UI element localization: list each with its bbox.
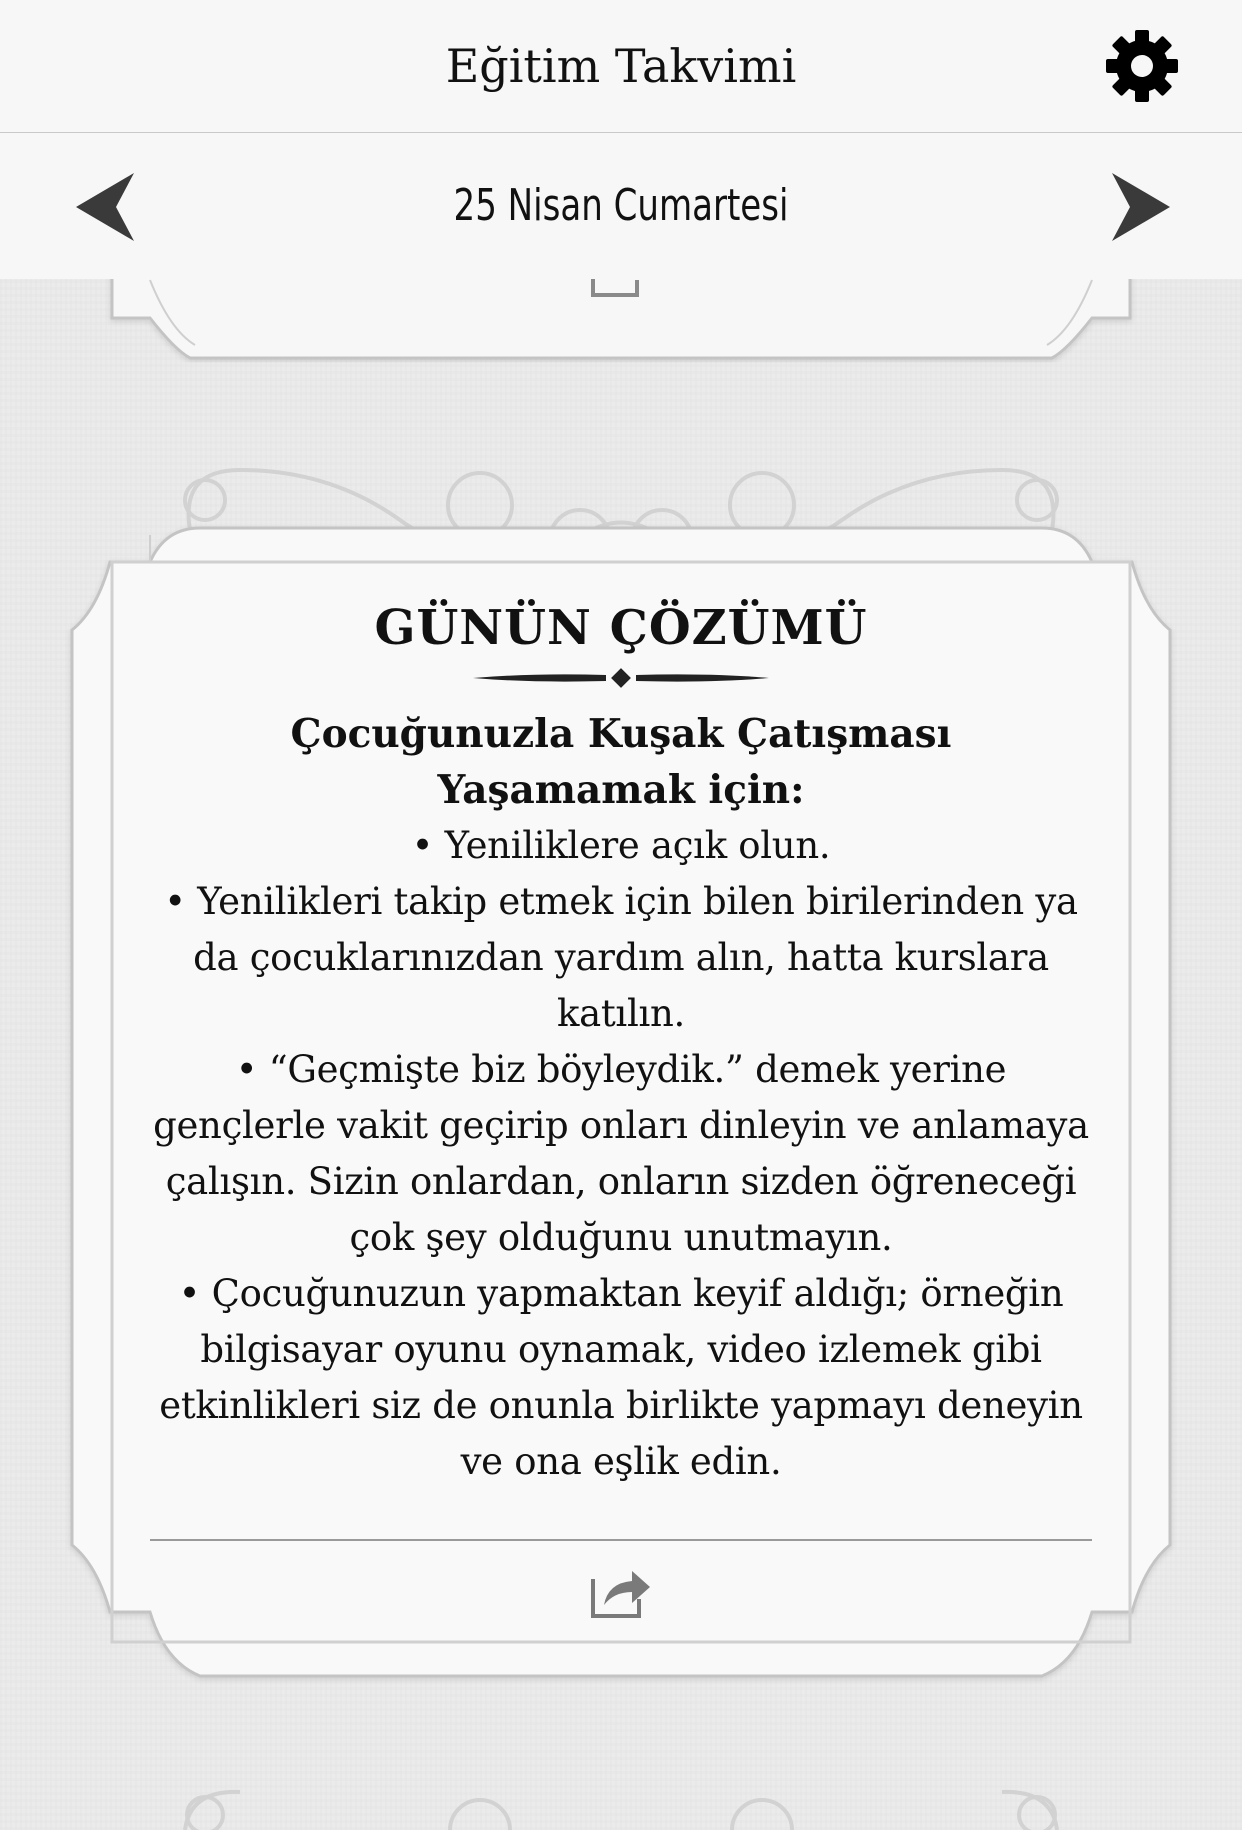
chevron-right-icon[interactable] [1104, 167, 1174, 247]
app-title: Eğitim Takvimi [445, 39, 797, 93]
body-line: • Yeniliklere açık olun. [411, 823, 831, 867]
gear-icon[interactable] [1102, 26, 1182, 106]
card-body [130, 818, 1112, 1490]
body-line: etkinlikleri siz de onunla birlikte yapmayı deneyin [159, 1383, 1083, 1427]
current-date-label: 25 Nisan Cumartesi [453, 180, 789, 231]
body-line: çok şey olduğunu unutmayın. [349, 1215, 893, 1259]
card-subtitle-line-2: Yaşamamak için: [437, 766, 805, 813]
share-icon[interactable] [590, 1565, 652, 1619]
body-line: • Yenilikleri takip etmek için bilen birilerinden ya [164, 879, 1078, 923]
body-line: katılın. [556, 991, 686, 1035]
body-line: gençlerle vakit geçirip onları dinleyin ve anlamaya [153, 1103, 1089, 1147]
body-line: çalışın. Sizin onlardan, onların sizden öğreneceği [165, 1159, 1077, 1203]
solution-card [130, 600, 1112, 1490]
body-line: • “Geçmişte biz böyleydik.” demek yerine [235, 1047, 1007, 1091]
body-line: ve ona eşlik edin. [460, 1439, 782, 1483]
title-divider [471, 668, 771, 688]
card-divider-rule [150, 1539, 1092, 1541]
card-subtitle-line-1: Çocuğunuzla Kuşak Çatışması [290, 710, 952, 757]
app-header [0, 0, 1242, 133]
ornament-bottom [185, 1792, 1057, 1830]
card-title: GÜNÜN ÇÖZÜMÜ [374, 600, 868, 656]
date-navigation-bar [0, 133, 1242, 279]
body-line: • Çocuğunuzun yapmaktan keyif aldığı; örneğin [178, 1271, 1064, 1315]
body-line: bilgisayar oyunu oynamak, video izlemek gibi [200, 1327, 1042, 1371]
body-line: da çocuklarınızdan yardım alın, hatta kurslara [193, 935, 1049, 979]
